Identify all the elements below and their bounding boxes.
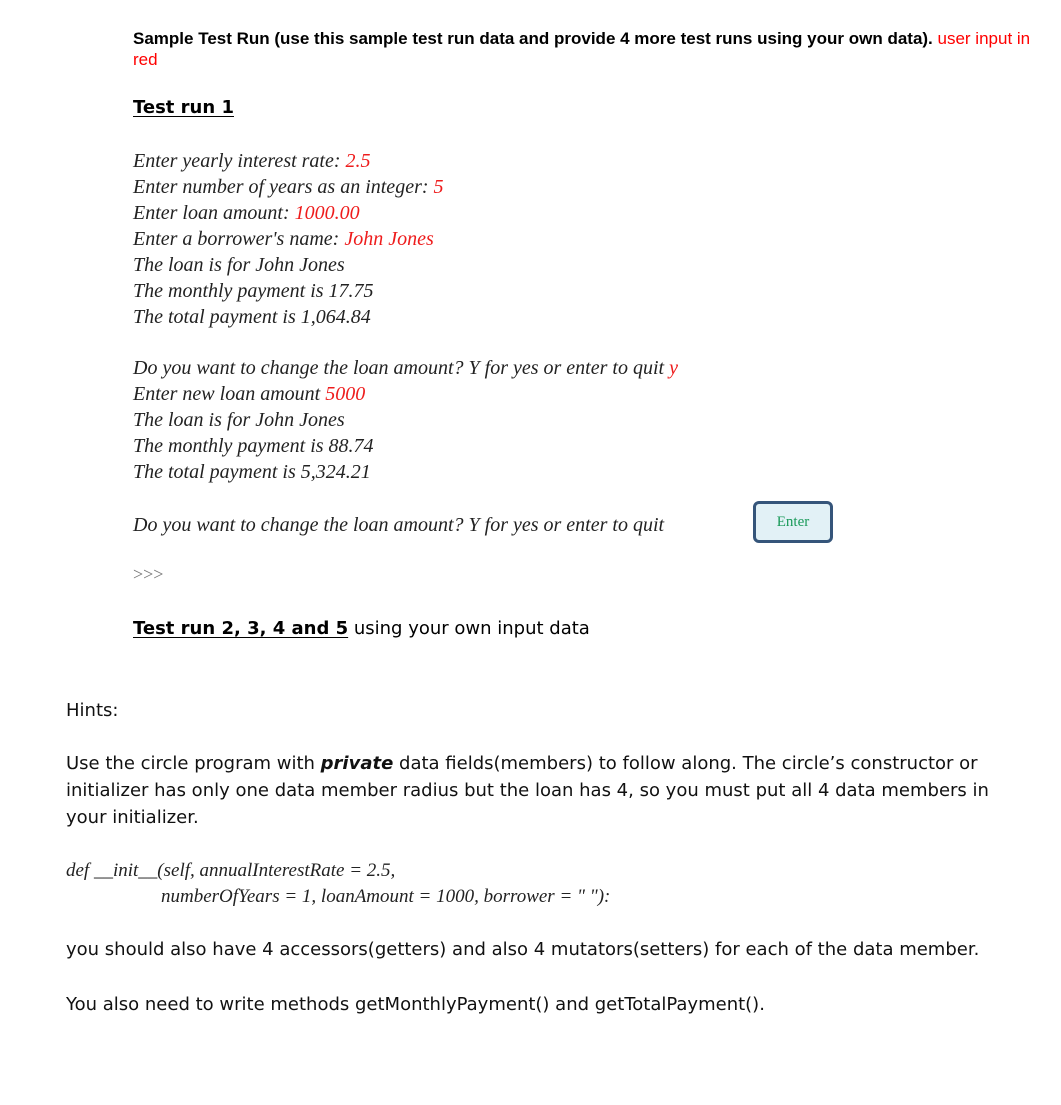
getters-paragraph: you should also have 4 accessors(getters) and also 4 mutators(setters) for each of the data member. bbox=[66, 939, 980, 960]
intro-text: Sample Test Run (use this sample test run data and provide 4 more test runs using your own data). bbox=[133, 29, 933, 48]
console-line: Enter loan amount: 1000.00 bbox=[133, 202, 360, 224]
test-run-1-block-2 bbox=[133, 355, 678, 485]
user-input: 5000 bbox=[325, 383, 366, 405]
test-run-rest-suffix: using your own input data bbox=[348, 618, 590, 639]
code-line-2: numberOfYears = 1, loanAmount = 1000, borrower = " "): bbox=[161, 886, 611, 907]
enter-button[interactable]: Enter bbox=[753, 501, 833, 543]
test-run-1-heading: Test run 1 bbox=[133, 97, 234, 118]
initializer-code bbox=[66, 858, 610, 910]
user-input: y bbox=[669, 357, 678, 379]
methods-paragraph: You also need to write methods getMonthlyPayment() and getTotalPayment(). bbox=[66, 994, 765, 1015]
console-line: The total payment is 5,324.21 bbox=[133, 461, 371, 483]
console-line: The total payment is 1,064.84 bbox=[133, 306, 371, 328]
user-input-note: user input in red bbox=[133, 29, 1031, 69]
console-line: Enter a borrower's name: John Jones bbox=[133, 228, 434, 250]
intro-paragraph bbox=[133, 28, 1033, 70]
console-line: Enter new loan amount 5000 bbox=[133, 383, 366, 405]
user-input: John Jones bbox=[344, 228, 434, 250]
hints-label: Hints: bbox=[66, 700, 119, 721]
console-line: The monthly payment is 88.74 bbox=[133, 435, 374, 457]
shell-prompt: >>> bbox=[133, 564, 164, 584]
test-run-1-block-1 bbox=[133, 148, 444, 330]
console-line: Do you want to change the loan amount? Y for yes or enter to quit y bbox=[133, 357, 678, 379]
private-emphasis: private bbox=[320, 753, 394, 774]
console-line: The monthly payment is 17.75 bbox=[133, 280, 374, 302]
test-run-rest-heading: Test run 2, 3, 4 and 5 bbox=[133, 618, 349, 639]
code-line-1: def __init__(self, annualInterestRate = 2.5, bbox=[66, 860, 396, 881]
test-run-rest-line bbox=[133, 618, 590, 639]
user-input: 2.5 bbox=[345, 150, 371, 172]
hints-paragraph: Use the circle program with private data fields(members) to follow along. The circle’s constructor or initializer has only one data member radius but the loan has 4, so you must put all 4 data members in your initializer. bbox=[66, 753, 989, 828]
user-input: 1000.00 bbox=[294, 202, 360, 224]
console-line: Enter yearly interest rate: 2.5 bbox=[133, 150, 371, 172]
console-line: The loan is for John Jones bbox=[133, 254, 345, 276]
final-question: Do you want to change the loan amount? Y for yes or enter to quit bbox=[133, 514, 665, 536]
user-input: 5 bbox=[433, 176, 444, 198]
console-line: The loan is for John Jones bbox=[133, 409, 345, 431]
console-line: Enter number of years as an integer: 5 bbox=[133, 176, 444, 198]
